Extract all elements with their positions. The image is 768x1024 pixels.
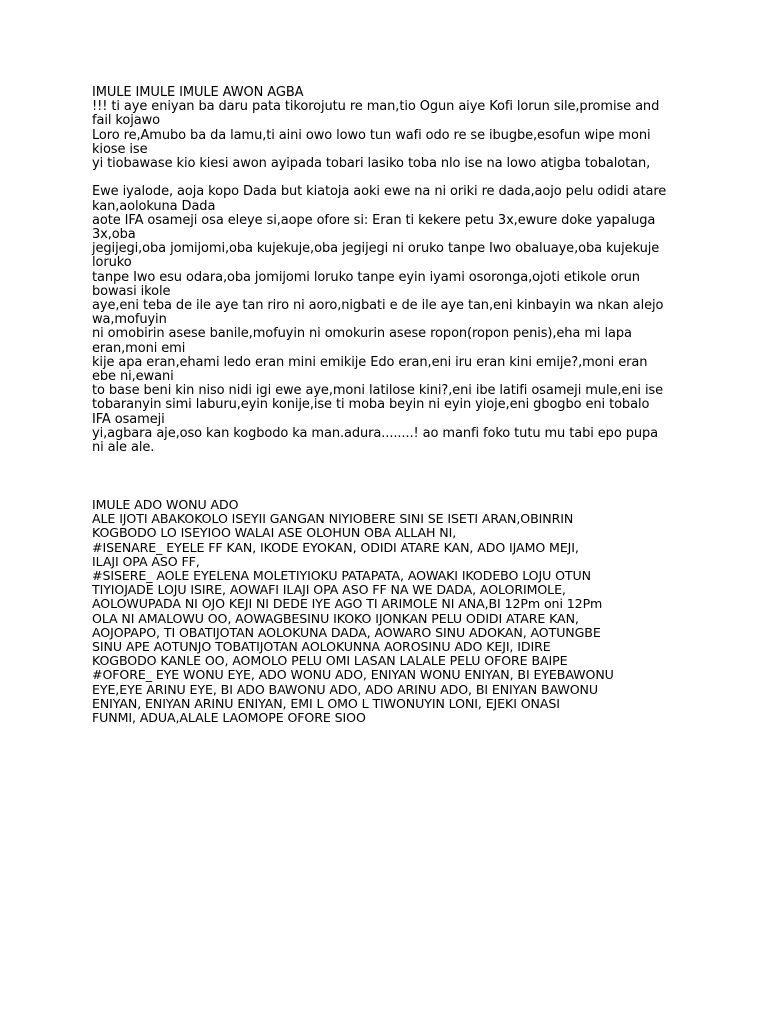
text-line: EYE,EYE ARINU EYE, BI ADO BAWONU ADO, ADO ARINU ADO, BI ENIYAN BAWONU: [92, 681, 598, 697]
text-line: TIYIOJADE LOJU ISIRE, AOWAFI ILAJI OPA ASO FF NA WE DADA, AOLORIMOLE,: [92, 582, 566, 598]
text-line: yi tiobawase kio kiesi awon ayipada tobari lasiko toba nlo ise na lowo atigba tobalotan,: [92, 156, 651, 172]
section-2-body: [92, 498, 677, 725]
text-line: Loro re,Amubo ba da lamu,ti aini owo lowo tun wafi odo re se ibugbe,esofun wipe moni: [92, 127, 651, 143]
text-line: tobaranyin simi laburu,eyin konije,ise ti moba beyin ni eyin yioje,eni gbogbo eni tobalo: [92, 397, 650, 413]
text-line: bowasi ikole: [92, 283, 171, 299]
text-line: kiose ise: [92, 141, 148, 157]
text-line: AOJOPAPO, TI OBATIJOTAN AOLOKUNA DADA, AOWARO SINU ADOKAN, AOTUNGBE: [92, 624, 601, 640]
text-line: AOLOWUPADA NI OJO KEJI NI DEDE IYE AGO TI ARIMOLE NI ANA,BI 12Pm oni 12Pm: [92, 596, 603, 612]
section-heading: IMULE IMULE IMULE AWON AGBA: [92, 85, 304, 100]
text-line: #OFORE_ EYE WONU EYE, ADO WONU ADO, ENIYAN WONU ENIYAN, BI EYEBAWONU: [92, 667, 614, 683]
text-line: #ISENARE_ EYELE FF KAN, IKODE EYOKAN, ODIDI ATARE KAN, ADO IJAMO MEJI,: [92, 539, 579, 555]
text-line: ni omobirin asese banile,mofuyin ni omokurin asese ropon(ropon penis),eha mi lapa: [92, 326, 632, 342]
text-line: eran,moni emi: [92, 340, 186, 356]
text-line: OLA NI AMALOWU OO, AOWAGBESINU IKOKO IJONKAN PELU ODIDI ATARE KAN,: [92, 610, 579, 626]
text-line: SINU APE AOTUNJO TOBATIJOTAN AOLOKUNNA AOROSINU ADO KEJI, IDIRE: [92, 639, 551, 655]
text-line: IFA osameji: [92, 411, 165, 427]
text-line: tanpe Iwo esu odara,oba jomijomi loruko tanpe eyin iyami osoronga,ojoti etikole orun: [92, 269, 640, 285]
text-line: aye,eni teba de ile aye tan riro ni aoro,nigbati e de ile aye tan,eni kinbayin wa nkan alejo: [92, 298, 664, 314]
text-line: ALE IJOTI ABAKOKOLO ISEYII GANGAN NIYIOBERE SINI SE ISETI ARAN,OBINRIN: [92, 511, 574, 527]
imule-awon-agba-section: [92, 86, 677, 455]
text-line: ENIYAN, ENIYAN ARINU ENIYAN, EMI L OMO L TIWONUYIN LONI, EJEKI ONASI: [92, 695, 560, 711]
text-line: Ewe iyalode, aoja kopo Dada but kiatoja aoki ewe na ni oriki re dada,aojo pelu odidi atare: [92, 184, 667, 200]
imule-ado-wonu-ado-section: [92, 498, 677, 725]
text-line: kije apa eran,ehami ledo eran mini emikije Edo eran,eni iru eran kini emije?,moni eran: [92, 354, 648, 370]
text-line: loruko: [92, 255, 132, 271]
section-1-body: [92, 86, 677, 455]
text-line: !!! ti aye eniyan ba daru pata tikorojutu re man,tio Ogun aiye Kofi lorun sile,promise and: [92, 99, 660, 115]
text-line: jegijegi,oba jomijomi,oba kujekuje,oba jegijegi ni oruko tanpe Iwo obaluaye,oba kujekuje: [92, 241, 660, 257]
text-line: kan,aolokuna Dada: [92, 198, 216, 214]
text-line: #SISERE_ AOLE EYELENA MOLETIYIOKU PATAPATA, AOWAKI IKODEBO LOJU OTUN: [92, 568, 591, 584]
section-heading: IMULE ADO WONU ADO: [92, 497, 239, 512]
text-line: 3x,oba: [92, 227, 136, 243]
text-line: yi,agbara aje,oso kan kogbodo ka man.adura........! ao manfi foko tutu mu tabi epo pupa: [92, 425, 659, 441]
text-line: to base beni kin niso nidi igi ewe aye,moni latilose kini?,eni ibe latifi osameji mule,eni ise: [92, 383, 664, 399]
text-line: KOGBODO LO ISEYIOO WALAI ASE OLOHUN OBA ALLAH NI,: [92, 525, 457, 541]
text-line: wa,mofuyin: [92, 312, 167, 328]
text-line: FUNMI, ADUA,ALALE LAOMOPE OFORE SIOO: [92, 710, 366, 726]
text-line: KOGBODO KANLE OO, AOMOLO PELU OMI LASAN LALALE PELU OFORE BAIPE: [92, 653, 568, 669]
text-line: aote IFA osameji osa eleye si,aope ofore si: Eran ti kekere petu 3x,ewure doke yapaluga: [92, 212, 656, 228]
text-line: ILAJI OPA ASO FF,: [92, 553, 200, 569]
text-line: ebe ni,ewani: [92, 369, 174, 385]
text-line: ni ale ale.: [92, 440, 155, 456]
blank-line: [92, 171, 677, 185]
text-line: fail kojawo: [92, 113, 160, 129]
